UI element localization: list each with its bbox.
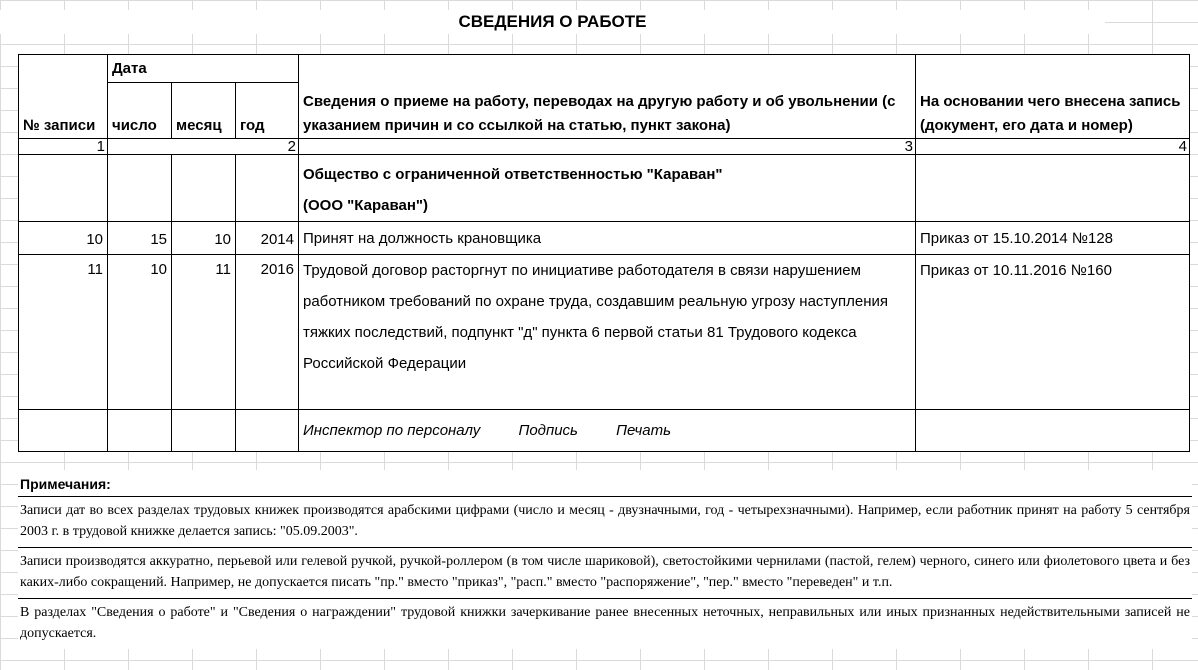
header-month: месяц: [172, 83, 236, 139]
organization-full-name: Общество с ограниченной ответственностью "Караван": [303, 166, 723, 183]
org-empty-month: [172, 155, 236, 222]
record-month: 10: [172, 222, 236, 255]
column-number-4: 4: [916, 139, 1190, 155]
record-basis: Приказ от 15.10.2014 №128: [916, 222, 1190, 255]
header-info: Сведения о приеме на работу, переводах на другую работу и об увольнении (с указанием причин и со ссылкой на статью, пункт закона): [299, 55, 916, 139]
sig-empty-year: [236, 410, 299, 452]
signature-line: [299, 410, 916, 452]
note-item: В разделах "Сведения о работе" и "Сведения о награждении" трудовой книжки зачеркивание ранее внесенных неточных, неправильных или иных признанных недействительными записей не допускается.: [18, 598, 1192, 649]
column-number-1: 1: [19, 139, 108, 155]
header-year: год: [236, 83, 299, 139]
organization-name: [299, 155, 916, 222]
sig-empty-month: [172, 410, 236, 452]
header-record-number: № записи: [19, 55, 108, 139]
record-day: 10: [108, 255, 172, 410]
record-number: 10: [19, 222, 108, 255]
organization-short-name: (ООО "Караван"): [303, 197, 428, 214]
signature-label: Подпись: [518, 422, 578, 439]
org-empty-year: [236, 155, 299, 222]
column-number-2: 2: [108, 139, 299, 155]
record-basis: Приказ от 10.11.2016 №160: [916, 255, 1190, 410]
record-year: 2016: [236, 255, 299, 410]
record-year: 2014: [236, 222, 299, 255]
record-day: 15: [108, 222, 172, 255]
header-date: Дата: [108, 55, 299, 83]
org-empty-basis: [916, 155, 1190, 222]
org-empty-day: [108, 155, 172, 222]
sig-empty-no: [19, 410, 108, 452]
header-day: число: [108, 83, 172, 139]
org-empty-no: [19, 155, 108, 222]
work-record-table: [18, 54, 1190, 452]
notes-title: Примечания:: [20, 476, 111, 492]
record-info: Трудовой договор расторгнут по инициативе работодателя в связи нарушением работником требований по охране труда, создавшим реальную угрозу наступления тяжких последствий, подпункт "д" пункта 6 первой статьи 81 Трудового кодекса Российской Федерации: [299, 255, 916, 410]
record-number: 11: [19, 255, 108, 410]
note-item: Записи дат во всех разделах трудовых книжек производятся арабскими цифрами (число и месяц - двузначными, год - четырехзначными). Например, если работник принят на работу 5 сентября 2003 г. в трудовой книжке делается запись: "05.09.2003".: [18, 496, 1192, 547]
header-basis: На основании чего внесена запись (документ, его дата и номер): [916, 55, 1190, 139]
record-month: 11: [172, 255, 236, 410]
note-item: Записи производятся аккуратно, перьевой или гелевой ручкой, ручкой-роллером (в том числе шариковой), светостойкими чернилами (пастой, гелем) черного, синего или фиолетового цвета и без каких-либо сокращений. Например, не допускается писать "пр." вместо "приказ", "расп." вместо "распоряжение", "пер." вместо "переведен" и т.п.: [18, 547, 1192, 598]
page-title: СВЕДЕНИЯ О РАБОТЕ: [0, 10, 1105, 34]
inspector-label: Инспектор по персоналу: [303, 422, 481, 439]
notes-section: [18, 470, 1192, 649]
stamp-label: Печать: [616, 422, 671, 439]
record-info: Принят на должность крановщика: [299, 222, 916, 255]
column-number-3: 3: [299, 139, 916, 155]
sig-empty-basis: [916, 410, 1190, 452]
sig-empty-day: [108, 410, 172, 452]
